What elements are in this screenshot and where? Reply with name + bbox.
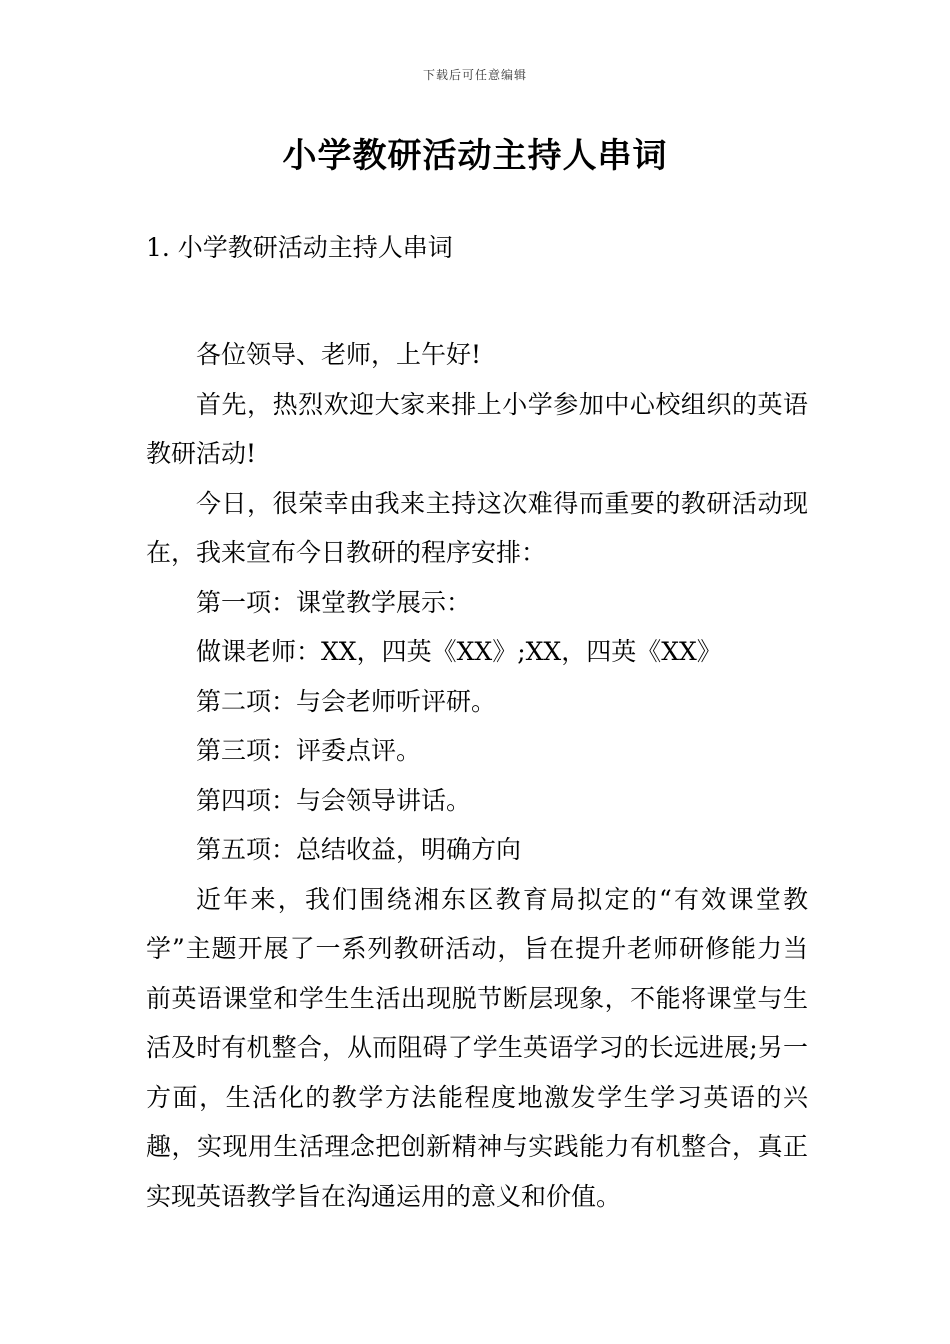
document-title: 小学教研活动主持人串词	[282, 136, 668, 176]
paragraph-greeting: 各位领导、老师，上午好!	[196, 340, 482, 369]
header-note: 下载后可任意编辑	[422, 68, 527, 82]
paragraph-item-2: 第二项：与会老师听评研。	[196, 686, 497, 716]
paragraph-welcome: 首先，热烈欢迎大家来排上小学参加中心校组织的英语教研活动!	[146, 389, 808, 468]
section-heading: 1. 小学教研活动主持人串词	[146, 233, 453, 262]
paragraph-item-4: 第四项：与会领导讲话。	[196, 785, 472, 815]
paragraph-item-5: 第五项：总结收益，明确方向	[196, 835, 522, 864]
document-body	[146, 330, 808, 1221]
paragraph-background: 近年来，我们围绕湘东区教育局拟定的“有效课堂教学”主题开展了一系列教研活动，旨在提升老师研修能力当前英语课堂和学生生活出现脱节断层现象，不能将课堂与生活及时有机整合，从而阻碍了学生英语学习的长远进展;另一方面，生活化的教学方法能程度地激发学生学习英语的兴趣，实现用生活理念把创新精神与实践能力有机整合，真正实现英语教学旨在沟通运用的意义和价值。	[146, 884, 808, 1211]
paragraph-program-intro: 今日，很荣幸由我来主持这次难得而重要的教研活动现在，我来宣布今日教研的程序安排：	[146, 488, 808, 567]
paragraph-item-1: 第一项：课堂教学展示：	[196, 587, 472, 617]
paragraph-item-3: 第三项：评委点评。	[196, 736, 422, 765]
paragraph-teachers: 做课老师：XX，四英《XX》;XX，四英《XX》	[196, 637, 722, 666]
